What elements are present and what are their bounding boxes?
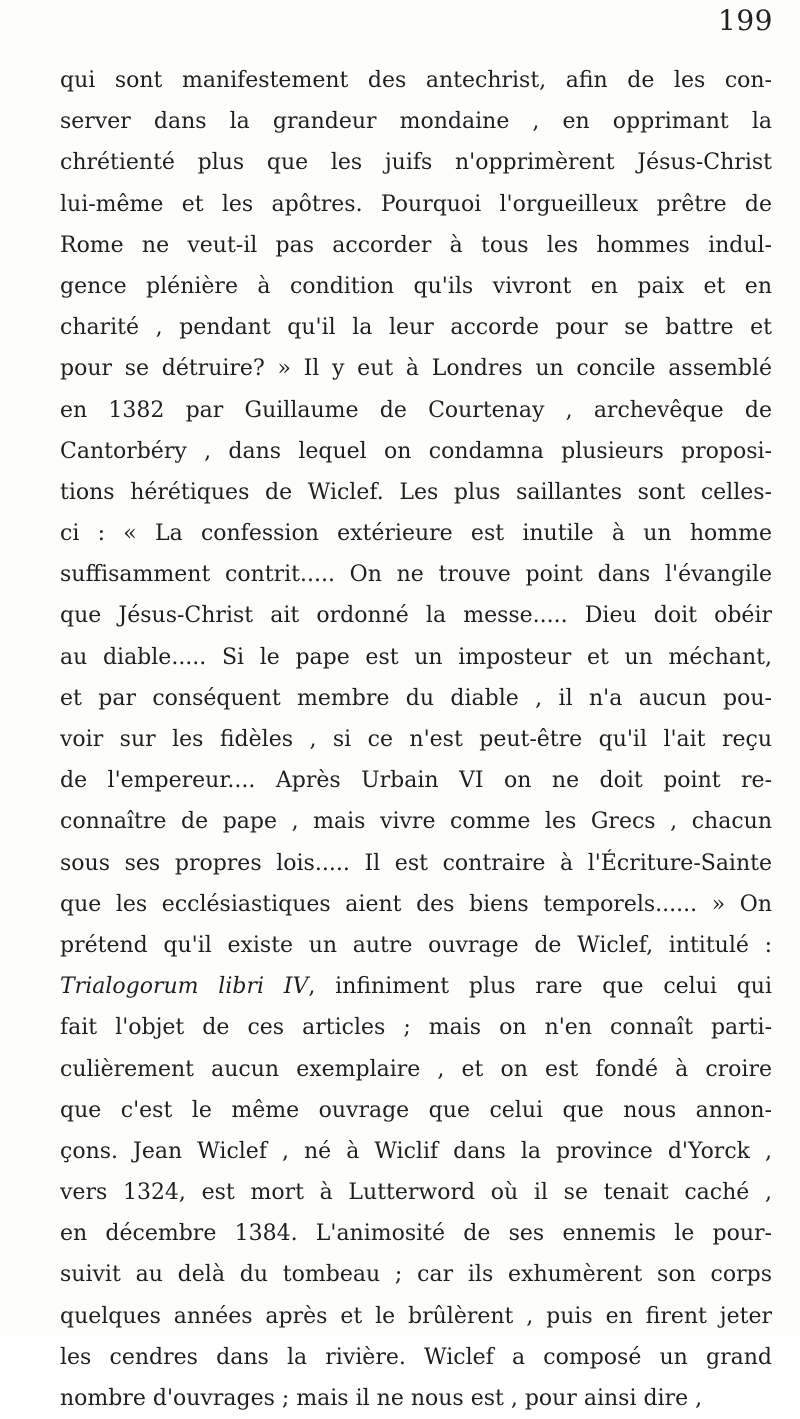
text-line: voir sur les fidèles , si ce n'est peut-être qu'il l'ait reçu [60,727,772,752]
text-line: prétend qu'il existe un autre ouvrage de Wiclef, intitulé : [60,932,772,958]
text-line: nombre d'ouvrages ; mais il ne nous est , pour ainsi dire , [60,1386,703,1411]
text-line: en décembre 1384. L'animosité de ses ennemis le pour- [60,1221,772,1247]
text-line: culièrement aucun exemplaire , et on est fondé à croire [60,1056,772,1082]
text-line: que les ecclésiastiques aient des biens temporels...... » On [60,891,772,917]
text-line: qui sont manifestement des antechrist, afin de les con- [60,68,772,93]
book-title: Trialogorum libri IV [60,974,309,1000]
text-line: çons. Jean Wiclef , né à Wiclif dans la province d'Yorck , [60,1138,772,1164]
text-line: chrétienté plus que les juifs n'opprimèrent Jésus-Christ [60,150,772,176]
text-line: que Jésus-Christ ait ordonné la messe..... Dieu doit obéir [60,603,772,629]
text-line: tions hérétiques de Wiclef. Les plus saillantes sont celles- [60,479,772,505]
text-line: et par conséquent membre du diable , il n'a aucun pou- [60,685,772,711]
text-line: Rome ne veut-il pas accorder à tous les hommes indul- [60,232,772,258]
text-line: charité , pendant qu'il la leur accorde pour se battre et [60,315,772,341]
text-line: suffisamment contrit..... On ne trouve point dans l'évangile [60,562,772,588]
text-line: que c'est le même ouvrage que celui que nous annon- [60,1097,772,1123]
text-line: Cantorbéry , dans lequel on condamna plusieurs proposi- [60,438,772,464]
text-line: au diable..... Si le pape est un imposteur et un méchant, [60,644,772,670]
text-line: vers 1324, est mort à Lutterword où il se tenait caché , [60,1180,772,1206]
text-line: en 1382 par Guillaume de Courtenay , archevêque de [60,397,772,423]
text-line: les cendres dans la rivière. Wiclef a composé un grand [60,1344,772,1370]
page-number: 199 [718,4,773,37]
text-line-with-title [60,966,772,1007]
text-line: server dans la grandeur mondaine , en opprimant la [60,109,772,135]
text-line: quelques années après et le brûlèrent , puis en firent jeter [60,1303,772,1329]
text-line: pour se détruire? » Il y eut à Londres un concile assemblé [60,356,772,382]
text-line: connaître de pape , mais vivre comme les Grecs , chacun [60,809,772,835]
text-line: ci : « La confession extérieure est inutile à un homme [60,521,772,547]
text-line: sous ses propres lois..... Il est contraire à l'Écriture-Sainte [60,850,772,876]
text-line: suivit au delà du tombeau ; car ils exhumèrent son corps [60,1262,772,1288]
text-line: gence plénière à condition qu'ils vivront en paix et en [60,273,772,299]
text-line: lui-même et les apôtres. Pourquoi l'orgueilleux prêtre de [60,191,772,217]
body-text [60,60,772,1419]
text-line: fait l'objet de ces articles ; mais on n'en connaît parti- [60,1015,772,1041]
text-line: de l'empereur.... Après Urbain VI on ne doit point re- [60,768,772,794]
text-fragment: , infiniment plus rare que celui qui [308,974,772,1000]
